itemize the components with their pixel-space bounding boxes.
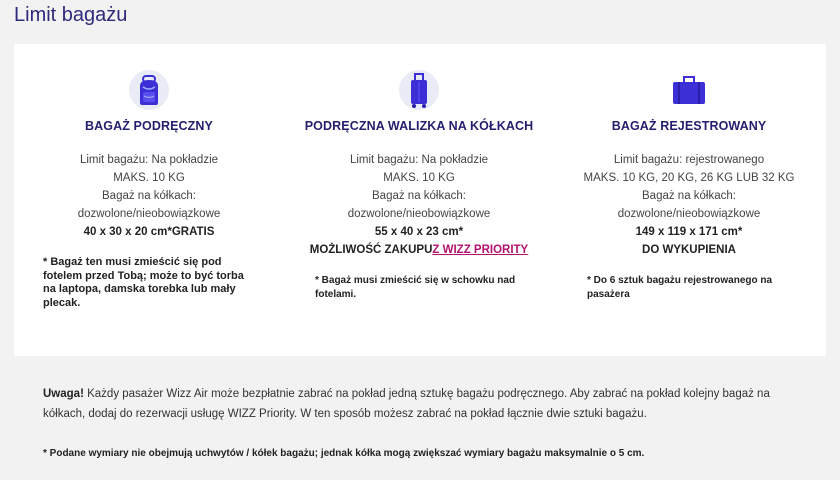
baggage-column-trolley bbox=[284, 44, 554, 356]
column-note: * Bagaż musi zmieścić się w schowku nad fotelami. bbox=[315, 275, 516, 300]
purchase-prefix: MOŻLIWOŚĆ ZAKUPU bbox=[309, 244, 433, 256]
column-note: * Bagaż ten musi zmieścić się pod fotelem przed Tobą; może to być torba na laptopa, damska torebka lub mały plecak. bbox=[43, 256, 244, 309]
wizz-priority-link[interactable]: Z WIZZ PRIORITY bbox=[432, 244, 529, 256]
column-title: BAGAŻ PODRĘCZNY bbox=[85, 119, 213, 133]
wheels-label: Bagaż na kółkach: bbox=[642, 190, 736, 202]
limit-text: Limit bagażu: Na pokładzie bbox=[79, 154, 219, 166]
purchase-line bbox=[284, 241, 554, 259]
column-note: * Do 6 sztuk bagażu rejestrowanego na pasażera bbox=[587, 275, 773, 300]
limit-text: Limit bagażu: Na pokładzie bbox=[349, 154, 489, 166]
checked-suitcase-icon bbox=[669, 70, 709, 110]
baggage-card bbox=[14, 44, 826, 356]
column-specs bbox=[284, 151, 554, 259]
baggage-column-checked bbox=[554, 44, 824, 356]
max-weight: MAKS. 10 KG bbox=[383, 172, 455, 184]
baggage-column-cabin bbox=[14, 44, 284, 356]
info-text: Każdy pasażer Wizz Air może bezpłatnie zabrać na pokład jedną sztukę bagażu podręcznego. Aby zabrać na pokład kolejny bagaż na kółkach, dodaj do rezerwacji usługę WIZZ Priority. W ten sposób możesz zabrać na pokład łącznie dwie sztuki bagażu. bbox=[43, 388, 770, 420]
dimensions: 40 x 30 x 20 cm*GRATIS bbox=[83, 226, 215, 238]
column-specs bbox=[14, 151, 284, 241]
info-lead: Uwaga! bbox=[43, 388, 84, 400]
max-weight: MAKS. 10 KG bbox=[113, 172, 185, 184]
column-specs bbox=[554, 151, 824, 259]
dimensions: 55 x 40 x 23 cm* bbox=[374, 226, 464, 238]
wheels-label: Bagaż na kółkach: bbox=[372, 190, 466, 202]
page-title: Limit bagażu bbox=[14, 4, 128, 26]
column-title: BAGAŻ REJESTROWANY bbox=[611, 119, 767, 133]
footnote: * Podane wymiary nie obejmują uchwytów / kółek bagażu; jednak kółka mogą zwiększać wymiary bagażu maksymalnie o 5 cm. bbox=[43, 448, 645, 459]
info-paragraph bbox=[43, 384, 813, 424]
limit-text: Limit bagażu: rejestrowanego bbox=[613, 154, 765, 166]
wheels-value: dozwolone/nieobowiązkowe bbox=[77, 208, 221, 220]
wheels-label: Bagaż na kółkach: bbox=[102, 190, 196, 202]
purchase-line: DO WYKUPIENIA bbox=[642, 244, 736, 256]
wheels-value: dozwolone/nieobowiązkowe bbox=[617, 208, 761, 220]
max-weight: MAKS. 10 KG, 20 KG, 26 KG LUB 32 KG bbox=[583, 172, 795, 184]
wheels-value: dozwolone/nieobowiązkowe bbox=[347, 208, 491, 220]
column-title: PODRĘCZNA WALIZKA NA KÓŁKACH bbox=[304, 119, 534, 133]
dimensions: 149 x 119 x 171 cm* bbox=[635, 226, 743, 238]
backpack-icon bbox=[129, 70, 169, 110]
trolley-suitcase-icon bbox=[399, 70, 439, 110]
